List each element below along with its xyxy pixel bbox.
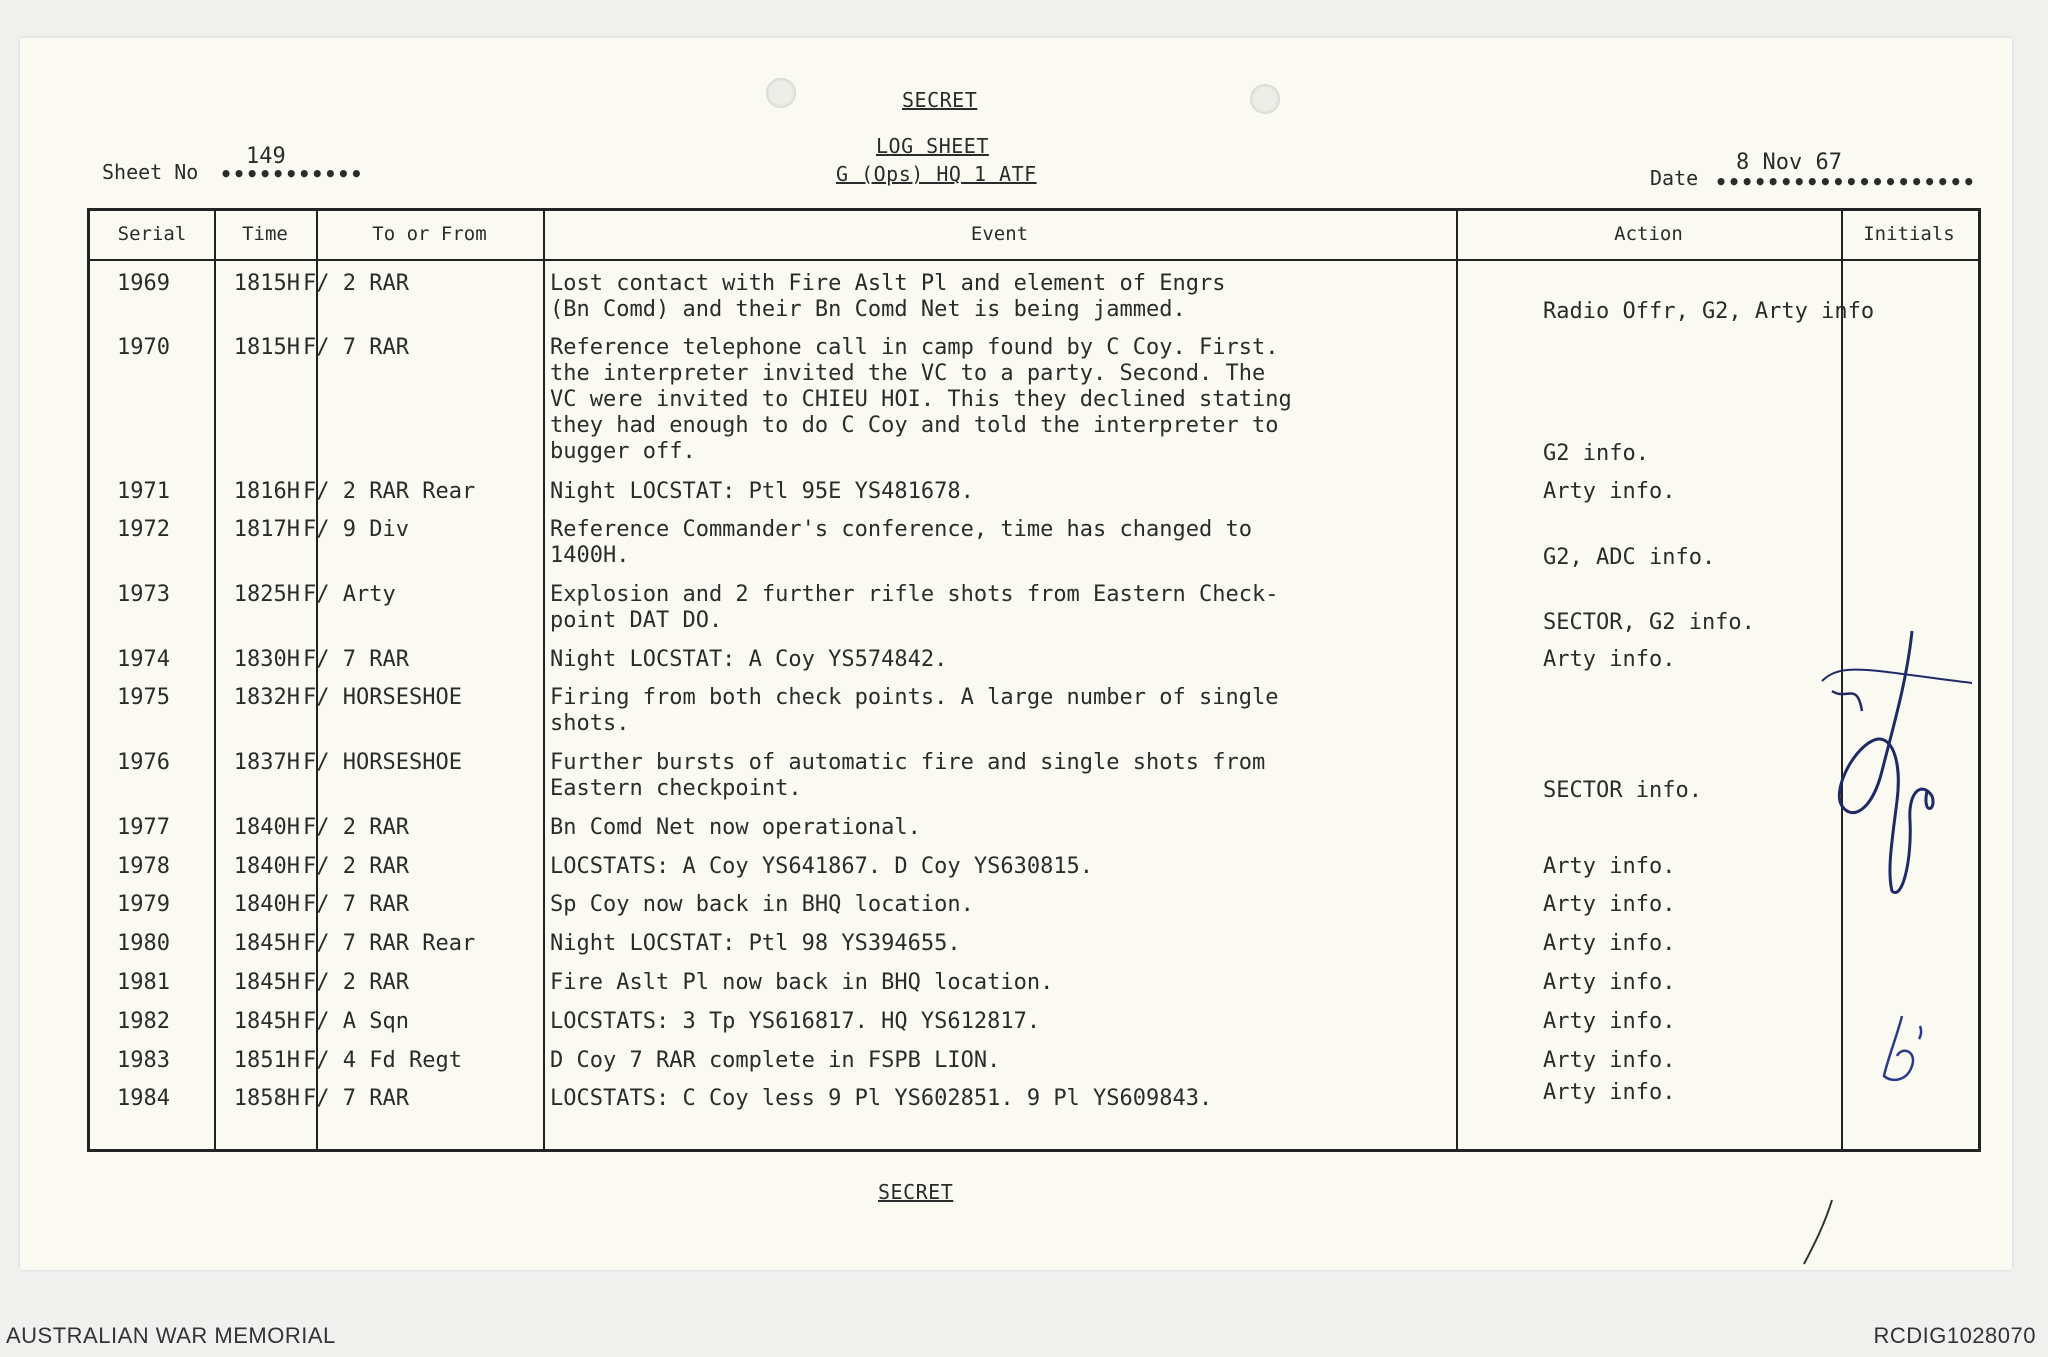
sheet-number-dots: ••••••••••• [220,162,364,186]
time-cell: 1845H [233,931,300,956]
to-from-cell: F/ 7 RAR [303,892,409,917]
to-from-cell: F/ A Sqn [303,1009,409,1034]
action-cell: Arty info. [1543,854,1676,879]
classification-top: SECRET [902,88,978,112]
event-cell: Firing from both check points. A large number of single shots. [550,685,1279,736]
serial-cell: 1976 [117,750,170,775]
time-cell: 1840H [233,854,300,879]
punch-hole-left [766,78,796,108]
action-cell: SECTOR, G2 info. [1543,610,1755,635]
page-subtitle: G (Ops) HQ 1 ATF [836,162,1037,186]
to-from-cell: F/ 2 RAR [303,815,409,840]
action-cell: SECTOR info. [1543,778,1702,803]
serial-cell: 1979 [117,892,170,917]
initials-signature-small [1872,1011,1932,1091]
action-cell: Arty info. [1543,1048,1676,1073]
event-cell: Fire Aslt Pl now back in BHQ location. [550,970,1054,995]
action-cell: Arty info. [1543,970,1676,995]
time-cell: 1851H [233,1048,300,1073]
column-divider [1456,211,1458,1149]
serial-cell: 1973 [117,582,170,607]
serial-cell: 1983 [117,1048,170,1073]
column-header-serial: Serial [117,223,187,245]
margin-pen-mark [1800,1198,1840,1268]
time-cell: 1858H [233,1086,300,1111]
event-cell: Reference Commander's conference, time has changed to 1400H. [550,517,1252,568]
serial-cell: 1984 [117,1086,170,1111]
time-cell: 1817H [233,517,300,542]
to-from-cell: F/ 7 RAR [303,1086,409,1111]
log-table [87,208,1981,1152]
date-label: Date [1650,166,1699,190]
time-cell: 1825H [233,582,300,607]
event-cell: Further bursts of automatic fire and single shots from Eastern checkpoint. [550,750,1266,801]
event-cell: Night LOCSTAT: Ptl 98 YS394655. [550,931,961,956]
to-from-cell: F/ Arty [303,582,396,607]
to-from-cell: F/ HORSESHOE [303,685,462,710]
to-from-cell: F/ 2 RAR [303,970,409,995]
serial-cell: 1982 [117,1009,170,1034]
event-cell: Night LOCSTAT: Ptl 95E YS481678. [550,479,974,504]
initials-signature-large [1812,621,1982,911]
time-cell: 1816H [233,479,300,504]
time-cell: 1830H [233,647,300,672]
to-from-cell: F/ 2 RAR [303,854,409,879]
event-cell: Bn Comd Net now operational. [550,815,921,840]
to-from-cell: F/ 2 RAR [303,271,409,296]
time-cell: 1840H [233,815,300,840]
sheet-number-label: Sheet No [102,160,199,184]
serial-cell: 1981 [117,970,170,995]
to-from-cell: F/ 9 Div [303,517,409,542]
serial-cell: 1977 [117,815,170,840]
sheet-number-value: 149 [246,144,286,169]
action-cell: G2 info. [1543,441,1649,466]
to-from-cell: F/ 7 RAR Rear [303,931,476,956]
serial-cell: 1980 [117,931,170,956]
serial-cell: 1971 [117,479,170,504]
action-cell: Arty info. [1543,931,1676,956]
serial-cell: 1970 [117,335,170,360]
action-cell: Radio Offr, G2, Arty info [1543,299,1875,324]
time-cell: 1845H [233,970,300,995]
serial-cell: 1974 [117,647,170,672]
page-title: LOG SHEET [876,134,989,158]
action-cell: Arty info. [1543,1080,1676,1105]
event-cell: Lost contact with Fire Aslt Pl and element of Engrs (Bn Comd) and their Bn Comd Net is being jammed. [550,271,1226,322]
to-from-cell: F/ 7 RAR [303,335,409,360]
classification-bottom: SECRET [878,1180,954,1204]
header-divider [90,259,1978,261]
to-from-cell: F/ 4 Fd Regt [303,1048,462,1073]
column-divider [543,211,545,1149]
archive-reference-id: RCDIG1028070 [1873,1323,2036,1348]
serial-cell: 1969 [117,271,170,296]
action-cell: Arty info. [1543,1009,1676,1034]
to-from-cell: F/ 7 RAR [303,647,409,672]
event-cell: Reference telephone call in camp found by C Coy. First. the interpreter invited the VC to a party. Second. The VC were invited to CHIEU HOI. This they declined stating they had enough to do C Coy and told the interpreter to bugger off. [550,335,1292,464]
event-cell: LOCSTATS: A Coy YS641867. D Coy YS630815. [550,854,1094,879]
column-header-event: Event [970,223,1029,245]
time-cell: 1837H [233,750,300,775]
to-from-cell: F/ 2 RAR Rear [303,479,476,504]
time-cell: 1815H [233,271,300,296]
time-cell: 1845H [233,1009,300,1034]
time-cell: 1832H [233,685,300,710]
archive-credit: AUSTRALIAN WAR MEMORIAL [6,1323,336,1348]
column-header-time: Time [242,223,288,245]
event-cell: Night LOCSTAT: A Coy YS574842. [550,647,948,672]
action-cell: Arty info. [1543,892,1676,917]
event-cell: D Coy 7 RAR complete in FSPB LION. [550,1048,1001,1073]
serial-cell: 1972 [117,517,170,542]
to-from-cell: F/ HORSESHOE [303,750,462,775]
date-dots: •••••••••••••••••••• [1715,170,1976,194]
column-header-initials: Initials [1863,223,1955,245]
serial-cell: 1978 [117,854,170,879]
log-sheet-page [20,38,2012,1270]
time-cell: 1815H [233,335,300,360]
serial-cell: 1975 [117,685,170,710]
event-cell: LOCSTATS: 3 Tp YS616817. HQ YS612817. [550,1009,1041,1034]
event-cell: LOCSTATS: C Coy less 9 Pl YS602851. 9 Pl YS609843. [550,1086,1213,1111]
action-cell: G2, ADC info. [1543,545,1716,570]
event-cell: Explosion and 2 further rifle shots from Eastern Check- point DAT DO. [550,582,1279,633]
date-value: 8 Nov 67 [1736,150,1842,175]
column-header-to-from: To or From [372,223,487,245]
time-cell: 1840H [233,892,300,917]
punch-hole-right [1250,84,1280,114]
event-cell: Sp Coy now back in BHQ location. [550,892,974,917]
column-header-action: Action [1614,223,1683,245]
action-cell: Arty info. [1543,647,1676,672]
action-cell: Arty info. [1543,479,1676,504]
